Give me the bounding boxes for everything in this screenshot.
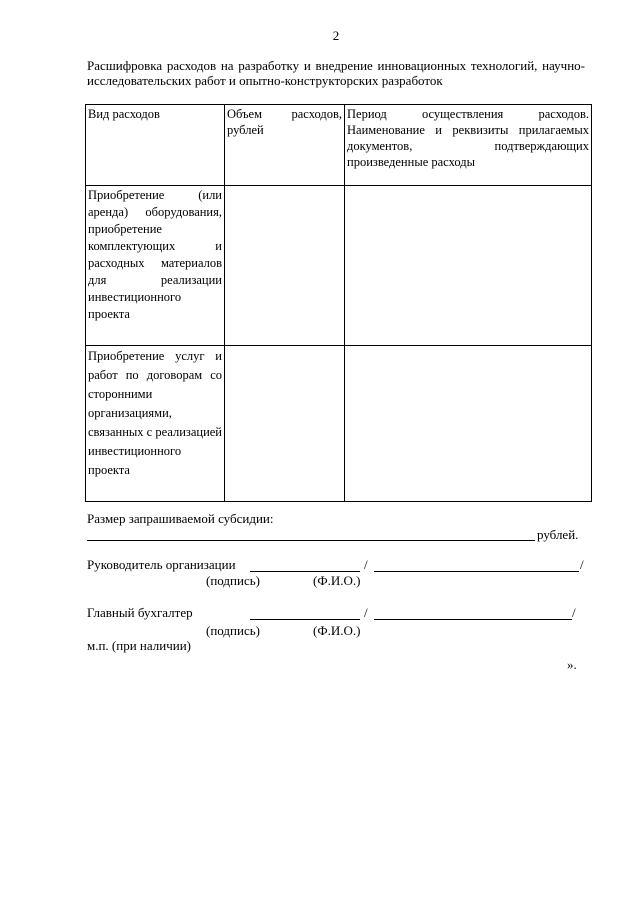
accountant-slash-1: / — [364, 605, 368, 620]
accountant-name-line[interactable] — [374, 619, 572, 620]
cell-period[interactable] — [345, 186, 592, 346]
cell-period[interactable] — [345, 346, 592, 502]
head-name-line[interactable] — [374, 571, 579, 572]
header-period-text: Период осуществления расходов. Наименование и реквизиты прилагаемых документов, подтверждающих произведенные расходы — [347, 107, 589, 169]
cell-expense-type — [86, 186, 225, 346]
table-row — [86, 186, 592, 346]
expense-type-text: Приобретение услуг и работ по договорам со сторонними организациями, связанных с реализацией инвестиционного проекта — [88, 349, 222, 477]
header-expense-type-text: Вид расходов — [88, 107, 160, 121]
header-amount — [225, 105, 345, 186]
subsidy-label: Размер запрашиваемой субсидии: — [87, 511, 274, 526]
head-name-caption: (Ф.И.О.) — [313, 573, 361, 588]
page-number: 2 — [332, 28, 340, 43]
subsidy-unit: рублей. — [537, 527, 579, 542]
accountant-slash-2: / — [572, 605, 576, 620]
document-heading: Расшифровка расходов на разработку и внедрение инновационных технологий, научно-исследовательских работ и опытно-конструкторских разработок — [87, 58, 585, 88]
head-signature-caption: (подпись) — [206, 573, 260, 588]
head-slash-1: / — [364, 557, 368, 572]
subsidy-amount-line[interactable] — [87, 540, 535, 541]
closing-quote: ». — [567, 657, 577, 672]
header-period — [345, 105, 592, 186]
head-slash-2: / — [580, 557, 584, 572]
accountant-name-caption: (Ф.И.О.) — [313, 623, 361, 638]
cell-amount[interactable] — [225, 186, 345, 346]
accountant-signature-caption: (подпись) — [206, 623, 260, 638]
accountant-label: Главный бухгалтер — [87, 605, 193, 620]
expenses-table — [85, 104, 592, 502]
header-amount-text: Объем расходов, рублей — [227, 107, 342, 137]
table-header-row — [86, 105, 592, 186]
head-signature-line[interactable] — [250, 571, 360, 572]
accountant-signature-line[interactable] — [250, 619, 360, 620]
table-row — [86, 346, 592, 502]
stamp-note: м.п. (при наличии) — [87, 638, 191, 653]
expense-type-text: Приобретение (или аренда) оборудования, приобретение комплектующих и расходных материалов для реализации инвестиционного проекта — [88, 188, 222, 321]
cell-expense-type — [86, 346, 225, 502]
header-expense-type — [86, 105, 225, 186]
cell-amount[interactable] — [225, 346, 345, 502]
head-label: Руководитель организации — [87, 557, 236, 572]
